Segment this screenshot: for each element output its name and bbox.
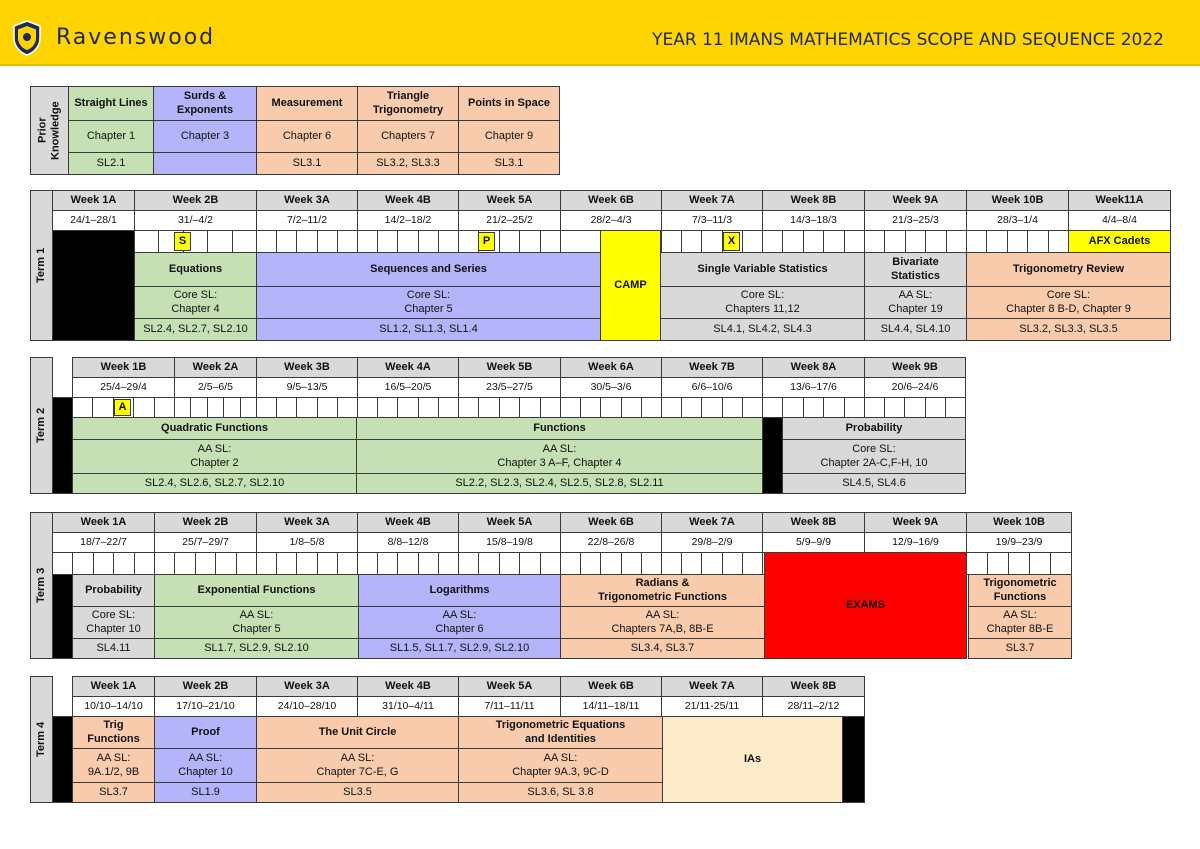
day-cell	[499, 230, 520, 253]
day-cell	[377, 230, 398, 253]
day-cell	[1007, 230, 1028, 253]
day-cell	[519, 230, 540, 253]
day-cell	[256, 552, 277, 575]
week-header: Week 5A	[458, 512, 561, 533]
day-cell	[722, 397, 743, 418]
day-cell	[904, 397, 925, 418]
unit-chapters: AA SL: Chapter 7C-E, G	[256, 748, 459, 783]
day-cell	[519, 552, 540, 575]
unit-chapters: Core SL: Chapter 2A-C,F-H, 10	[782, 439, 966, 474]
prior-codes: SL3.1	[256, 152, 358, 175]
prior-topic: Measurement	[256, 86, 358, 121]
unit-chapters: AA SL: Chapter 9A.3, 9C-D	[458, 748, 663, 783]
week-header: Week 4A	[357, 357, 459, 378]
unit-chapters: AA SL: Chapter 3 A–F, Chapter 4	[356, 439, 763, 474]
unit-codes: SL1.5, SL1.7, SL2.9, SL2.10	[358, 638, 561, 659]
day-cell	[681, 552, 702, 575]
week-header: Week11A	[1068, 190, 1171, 211]
unit-title: Bivariate Statistics	[864, 252, 967, 287]
unit-title: Exponential Functions	[154, 574, 359, 607]
day-cell	[661, 397, 682, 418]
week-header: Week 8B	[762, 190, 865, 211]
term-label: Term 3	[30, 512, 53, 659]
week-dates: 23/5–27/5	[458, 377, 561, 398]
unit-chapters: Core SL: Chapters 11,12	[660, 286, 865, 319]
week-header: Week 4B	[357, 676, 459, 697]
day-cell	[641, 552, 662, 575]
day-cell	[357, 552, 378, 575]
week-dates: 20/6–24/6	[864, 377, 966, 398]
day-cell	[621, 552, 642, 575]
day-cell	[397, 552, 418, 575]
unit-codes: SL2.4, SL2.6, SL2.7, SL2.10	[72, 473, 357, 494]
day-cell	[296, 552, 317, 575]
day-cell	[987, 552, 1009, 575]
day-cell	[499, 552, 520, 575]
blocked-column	[52, 574, 73, 659]
prior-codes: SL3.1	[458, 152, 560, 175]
unit-chapters: AA SL: Chapters 7A,B, 8B-E	[560, 606, 765, 639]
unit-chapters: AA SL: 9A.1/2, 9B	[72, 748, 155, 783]
term-label: Term 4	[30, 676, 53, 803]
week-header: Week 1A	[72, 676, 155, 697]
week-dates: 25/4–29/4	[72, 377, 175, 398]
day-cell	[823, 230, 844, 253]
unit-codes: SL4.11	[72, 638, 155, 659]
week-header: Week 1A	[52, 190, 135, 211]
unit-title: Radians & Trigonometric Functions	[560, 574, 765, 607]
week-header: Week 7B	[661, 357, 763, 378]
day-cell	[701, 552, 722, 575]
day-cell	[519, 397, 540, 418]
day-cell	[337, 397, 358, 418]
week-header: Week 1A	[52, 512, 155, 533]
week-dates: 5/9–9/9	[762, 532, 865, 553]
week-header: Week 3A	[256, 676, 358, 697]
exams-block: EXAMS	[764, 552, 967, 659]
week-dates: 22/8–26/8	[560, 532, 662, 553]
week-header: Week 3B	[256, 357, 358, 378]
day-cell	[357, 230, 378, 253]
day-cell	[232, 230, 257, 253]
blocked-column	[52, 716, 73, 803]
week-header: Week 7A	[661, 676, 763, 697]
day-cell	[92, 397, 113, 418]
day-cell	[174, 552, 195, 575]
week-dates: 16/5–20/5	[357, 377, 459, 398]
unit-chapters: AA SL: Chapter 19	[864, 286, 967, 319]
day-cell	[458, 230, 479, 253]
camp-block: CAMP	[600, 230, 661, 341]
day-cell	[458, 552, 479, 575]
week-dates: 29/8–2/9	[661, 532, 763, 553]
day-cell	[357, 397, 378, 418]
day-cell	[844, 397, 865, 418]
blocked-column	[52, 397, 73, 494]
day-cell	[1048, 230, 1069, 253]
day-cell	[93, 552, 114, 575]
ia-block: IAs	[662, 716, 843, 803]
day-cell	[337, 230, 358, 253]
unit-chapters: Core SL: Chapter 10	[72, 606, 155, 639]
day-cell	[742, 397, 763, 418]
document-title: YEAR 11 IMANS MATHEMATICS SCOPE AND SEQUENCE 2022	[652, 30, 1164, 50]
week-dates: 31/10–4/11	[357, 696, 459, 717]
day-cell	[236, 552, 257, 575]
week-header: Week 6B	[560, 676, 662, 697]
day-cell	[276, 230, 297, 253]
unit-chapters: AA SL: Chapter 8B-E	[968, 606, 1072, 639]
day-cell	[113, 552, 134, 575]
week-header: Week 2B	[154, 512, 257, 533]
day-cell	[296, 397, 317, 418]
week-header: Week 10B	[966, 190, 1069, 211]
day-cell	[641, 397, 662, 418]
day-cell	[986, 230, 1007, 253]
unit-codes: SL2.4, SL2.7, SL2.10	[134, 318, 257, 341]
week-dates: 8/8–12/8	[357, 532, 459, 553]
day-cell	[560, 552, 581, 575]
day-cell	[317, 230, 338, 253]
week-dates: 30/5–3/6	[560, 377, 662, 398]
day-cell	[458, 397, 479, 418]
day-cell	[762, 230, 783, 253]
day-cell	[621, 397, 642, 418]
event-marker: S	[174, 232, 191, 251]
week-header: Week 6B	[560, 512, 662, 533]
day-cell	[52, 552, 73, 575]
week-dates: 4/4–8/4	[1068, 210, 1171, 231]
day-cell	[337, 552, 358, 575]
day-cell	[600, 552, 621, 575]
week-dates: 12/9–16/9	[864, 532, 967, 553]
week-header: Week 6A	[560, 357, 662, 378]
day-cell	[661, 552, 682, 575]
unit-title: Quadratic Functions	[72, 417, 357, 440]
prior-chapter: Chapter 9	[458, 120, 560, 153]
unit-codes: SL1.2, SL1.3, SL1.4	[256, 318, 601, 341]
day-cell	[207, 230, 232, 253]
day-cell	[823, 397, 844, 418]
week-dates: 15/8–19/8	[458, 532, 561, 553]
day-cell	[276, 397, 297, 418]
day-cell	[681, 397, 702, 418]
day-cell	[762, 397, 783, 418]
day-cell	[174, 397, 191, 418]
day-cell	[540, 552, 561, 575]
day-cell	[966, 230, 987, 253]
prior-topic: Points in Space	[458, 86, 560, 121]
week-dates: 28/2–4/3	[560, 210, 662, 231]
week-header: Week 9A	[864, 190, 967, 211]
week-dates: 28/3–1/4	[966, 210, 1069, 231]
day-cell	[317, 552, 338, 575]
unit-codes: SL3.5	[256, 782, 459, 803]
unit-title: Trig Functions	[72, 716, 155, 749]
unit-title: Proof	[154, 716, 257, 749]
unit-codes: SL2.2, SL2.3, SL2.4, SL2.5, SL2.8, SL2.11	[356, 473, 763, 494]
unit-title: Functions	[356, 417, 763, 440]
day-cell	[215, 552, 236, 575]
week-dates: 7/11–11/11	[458, 696, 561, 717]
unit-codes: SL4.4, SL4.10	[864, 318, 967, 341]
day-cell	[925, 230, 946, 253]
week-header: Week 10B	[966, 512, 1072, 533]
week-header: Week 7A	[661, 512, 763, 533]
unit-chapters: AA SL: Chapter 5	[154, 606, 359, 639]
day-cell	[681, 230, 702, 253]
day-cell	[1027, 230, 1048, 253]
week-dates: 21/3–25/3	[864, 210, 967, 231]
week-dates: 14/2–18/2	[357, 210, 459, 231]
day-cell	[803, 230, 824, 253]
day-cell	[418, 230, 439, 253]
event-marker: P	[478, 232, 495, 251]
day-cell	[438, 397, 459, 418]
unit-chapters: Core SL: Chapter 8 B-D, Chapter 9	[966, 286, 1171, 319]
day-cell	[742, 230, 763, 253]
day-cell	[966, 552, 988, 575]
week-dates: 7/2–11/2	[256, 210, 358, 231]
day-cell	[782, 230, 803, 253]
term-label: Term 1	[30, 190, 53, 341]
day-cell	[134, 552, 155, 575]
week-header: Week 9B	[864, 357, 966, 378]
day-cell	[72, 552, 93, 575]
unit-codes: SL4.5, SL4.6	[782, 473, 966, 494]
day-cell	[499, 397, 520, 418]
week-header: Week 8A	[762, 357, 865, 378]
unit-title: Sequences and Series	[256, 252, 601, 287]
week-dates: 10/10–14/10	[72, 696, 155, 717]
week-header: Week 2A	[174, 357, 257, 378]
week-header: Week 5B	[458, 357, 561, 378]
day-cell	[884, 230, 905, 253]
week-header: Week 7A	[661, 190, 763, 211]
unit-chapters: AA SL: Chapter 6	[358, 606, 561, 639]
week-dates: 14/3–18/3	[762, 210, 865, 231]
day-cell	[782, 397, 803, 418]
page-header	[0, 0, 1200, 66]
week-dates: 7/3–11/3	[661, 210, 763, 231]
week-dates: 13/6–17/6	[762, 377, 865, 398]
week-dates: 31/–4/2	[134, 210, 257, 231]
day-cell	[438, 230, 459, 253]
day-cell	[864, 230, 885, 253]
unit-chapters: AA SL: Chapter 2	[72, 439, 357, 474]
day-cell	[418, 552, 439, 575]
unit-chapters: AA SL: Chapter 10	[154, 748, 257, 783]
day-cell	[276, 552, 297, 575]
prior-codes: SL2.1	[68, 152, 154, 175]
day-cell	[1029, 552, 1051, 575]
week-header: Week 4B	[357, 512, 459, 533]
day-cell	[661, 230, 682, 253]
week-header: Week 9A	[864, 512, 967, 533]
unit-title: Equations	[134, 252, 257, 287]
unit-title: Trigonometric Functions	[968, 574, 1072, 607]
week-header: Week 2B	[154, 676, 257, 697]
day-cell	[722, 552, 743, 575]
week-dates: 14/11–18/11	[560, 696, 662, 717]
prior-chapter: Chapter 3	[153, 120, 257, 153]
week-dates: 6/6–10/6	[661, 377, 763, 398]
prior-codes: SL3.2, SL3.3	[357, 152, 459, 175]
week-header: Week 5A	[458, 190, 561, 211]
unit-title: The Unit Circle	[256, 716, 459, 749]
day-cell	[580, 552, 601, 575]
week-dates: 24/10–28/10	[256, 696, 358, 717]
prior-topic: Surds & Exponents	[153, 86, 257, 121]
prior-topic: Straight Lines	[68, 86, 154, 121]
week-header: Week 1B	[72, 357, 175, 378]
week-dates: 28/11–2/12	[762, 696, 865, 717]
day-cell	[223, 397, 240, 418]
day-cell	[317, 397, 338, 418]
day-cell	[240, 397, 257, 418]
week-header: Week 5A	[458, 676, 561, 697]
day-cell	[560, 397, 581, 418]
day-cell	[134, 230, 159, 253]
day-cell	[600, 397, 621, 418]
day-cell	[844, 230, 865, 253]
day-cell	[701, 230, 722, 253]
day-cell	[418, 397, 439, 418]
unit-title: Probability	[782, 417, 966, 440]
brand-name: Ravenswood	[56, 25, 216, 50]
day-cell	[540, 230, 561, 253]
week-header: Week 4B	[357, 190, 459, 211]
unit-codes: SL3.2, SL3.3, SL3.5	[966, 318, 1171, 341]
school-crest-icon	[12, 20, 42, 56]
unit-title: Logarithms	[358, 574, 561, 607]
blocked-week	[52, 230, 135, 341]
prior-codes	[153, 152, 257, 175]
prior-topic: Triangle Trigonometry	[357, 86, 459, 121]
week-header: Week 8B	[762, 512, 865, 533]
day-cell	[945, 397, 966, 418]
unit-codes: SL3.4, SL3.7	[560, 638, 765, 659]
unit-title: Trigonometric Equations and Identities	[458, 716, 663, 749]
day-cell	[478, 552, 499, 575]
day-cell	[946, 230, 967, 253]
week-dates: 17/10–21/10	[154, 696, 257, 717]
week-dates: 2/5–6/5	[174, 377, 257, 398]
day-cell	[296, 230, 317, 253]
day-cell	[925, 397, 946, 418]
day-cell	[377, 552, 398, 575]
day-cell	[397, 230, 418, 253]
week-header: Week 3A	[256, 512, 358, 533]
day-cell	[195, 552, 216, 575]
week-dates: 21/11-25/11	[661, 696, 763, 717]
week-header: Week 8B	[762, 676, 865, 697]
week-dates: 21/2–25/2	[458, 210, 561, 231]
day-cell	[256, 230, 277, 253]
day-cell	[701, 397, 722, 418]
day-cell	[803, 397, 824, 418]
blocked-column	[842, 716, 865, 803]
day-cell	[133, 397, 154, 418]
day-cell	[256, 397, 277, 418]
day-cell	[72, 397, 93, 418]
week-dates: 25/7–29/7	[154, 532, 257, 553]
week-header: Week 3A	[256, 190, 358, 211]
week-header: Week 6B	[560, 190, 662, 211]
unit-title: Probability	[72, 574, 155, 607]
day-cell	[580, 397, 601, 418]
term-label: Prior Knowledge	[30, 86, 69, 175]
day-cell	[154, 397, 175, 418]
unit-codes: SL1.9	[154, 782, 257, 803]
day-cell	[397, 397, 418, 418]
week-dates: 19/9–23/9	[966, 532, 1072, 553]
unit-codes: SL1.7, SL2.9, SL2.10	[154, 638, 359, 659]
day-cell	[1050, 552, 1072, 575]
day-cell	[154, 552, 175, 575]
unit-codes: SL4.1, SL4.2, SL4.3	[660, 318, 865, 341]
event-marker: AFX Cadets	[1068, 230, 1171, 253]
unit-codes: SL3.6, SL 3.8	[458, 782, 663, 803]
day-cell	[742, 552, 763, 575]
event-marker: X	[723, 232, 740, 251]
unit-codes: SL3.7	[968, 638, 1072, 659]
day-cell	[905, 230, 926, 253]
day-cell	[884, 397, 905, 418]
event-marker: A	[114, 399, 131, 416]
prior-chapter: Chapter 6	[256, 120, 358, 153]
day-cell	[540, 397, 561, 418]
unit-title: Single Variable Statistics	[660, 252, 865, 287]
week-dates: 9/5–13/5	[256, 377, 358, 398]
unit-title: Trigonometry Review	[966, 252, 1171, 287]
unit-codes: SL3.7	[72, 782, 155, 803]
day-cell	[207, 397, 224, 418]
prior-chapter: Chapters 7	[357, 120, 459, 153]
week-dates: 1/8–5/8	[256, 532, 358, 553]
day-cell	[1008, 552, 1030, 575]
day-cell	[478, 397, 499, 418]
day-cell	[864, 397, 885, 418]
term-label: Term 2	[30, 357, 53, 494]
day-cell	[190, 397, 207, 418]
day-cell	[377, 397, 398, 418]
unit-chapters: Core SL: Chapter 5	[256, 286, 601, 319]
week-header: Week 2B	[134, 190, 257, 211]
unit-chapters: Core SL: Chapter 4	[134, 286, 257, 319]
prior-chapter: Chapter 1	[68, 120, 154, 153]
week-dates: 18/7–22/7	[52, 532, 155, 553]
day-cell	[438, 552, 459, 575]
week-dates: 24/1–28/1	[52, 210, 135, 231]
